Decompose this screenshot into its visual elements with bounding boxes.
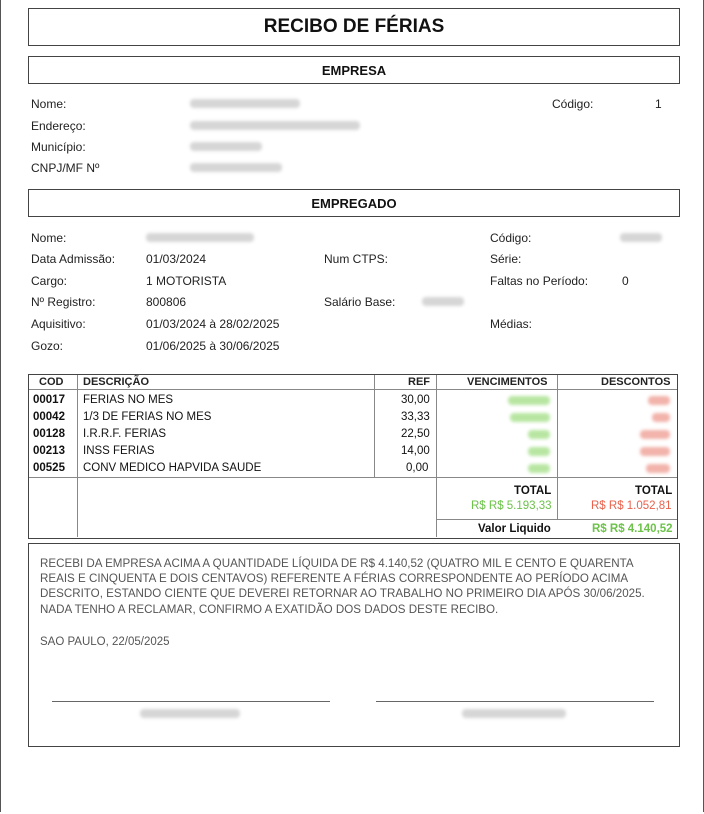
ctps-label: Num CTPS: (324, 252, 389, 266)
total-venc-label: TOTAL (514, 485, 552, 497)
empresa-municipio-label: Município: (31, 140, 86, 154)
row-1-venc-redacted (508, 396, 550, 405)
row-3-desc: I.R.R.F. FERIAS (83, 428, 167, 440)
row-1-desc-redacted (648, 396, 670, 405)
empresa-cnpj-label: CNPJ/MF Nº (31, 161, 100, 175)
row-5-venc-redacted (528, 464, 550, 473)
row-2-desc-redacted (652, 413, 670, 422)
empresa-nome-label: Nome: (31, 97, 67, 111)
aquisitivo-label: Aquisitivo: (31, 317, 86, 331)
valor-liquido-label: Valor Liquido (478, 523, 551, 535)
valor-liquido-value: R$ R$ 4.140,52 (592, 523, 673, 535)
cargo-label: Cargo: (31, 274, 68, 288)
row-5-ref: 0,00 (406, 462, 429, 474)
row-2-ref: 33,33 (401, 411, 430, 423)
row-3-venc-redacted (528, 430, 550, 439)
redacted-salario (422, 297, 464, 306)
col-header-vencimentos: VENCIMENTOS (467, 376, 548, 388)
admissao-value: 01/03/2024 (146, 252, 207, 266)
registro-label: Nº Registro: (31, 295, 96, 309)
redacted-signature-empregado (462, 709, 566, 718)
signature-line-empregado (376, 701, 654, 702)
row-4-desc-redacted (640, 447, 670, 456)
row-4-ref: 14,00 (401, 445, 430, 457)
aquisitivo-value: 01/03/2024 à 28/02/2025 (146, 317, 280, 331)
row-4-cod: 00213 (33, 445, 65, 457)
empresa-endereco-label: Endereço: (31, 119, 86, 133)
faltas-label: Faltas no Período: (490, 274, 589, 288)
medias-label: Médias: (490, 317, 533, 331)
empresa-header: EMPRESA (28, 56, 680, 84)
row-5-cod: 00525 (33, 462, 65, 474)
total-desc-label: TOTAL (635, 485, 673, 497)
empresa-codigo-label: Código: (552, 97, 594, 111)
gozo-value: 01/06/2025 à 30/06/2025 (146, 339, 280, 353)
redacted-signature-empresa (140, 709, 240, 718)
col-header-cod: COD (39, 376, 64, 388)
serie-label: Série: (490, 252, 522, 266)
row-2-cod: 00042 (33, 411, 65, 423)
col-divider-venc (557, 375, 558, 520)
row-5-desc: CONV MEDICO HAPVIDA SAUDE (83, 462, 262, 474)
empregado-nome-label: Nome: (31, 231, 67, 245)
redacted-empresa-nome (190, 99, 300, 108)
col-divider-cod (77, 375, 78, 537)
row-1-desc: FERIAS NO MES (83, 394, 174, 406)
gozo-label: Gozo: (31, 339, 64, 353)
total-descontos: R$ R$ 1.052,81 (591, 500, 672, 512)
col-header-descontos: DESCONTOS (601, 376, 671, 388)
total-vencimentos: R$ R$ 5.193,33 (471, 500, 552, 512)
table-header-divider (29, 389, 677, 390)
redacted-empresa-endereco (190, 121, 360, 130)
col-header-descricao: DESCRIÇÃO (83, 376, 150, 388)
row-3-desc-redacted (640, 430, 670, 439)
local-data: SAO PAULO, 22/05/2025 (40, 636, 170, 648)
cargo-value: 1 MOTORISTA (146, 274, 227, 288)
declaration-text: RECEBI DA EMPRESA ACIMA A QUANTIDADE LÍQUIDA DE R$ 4.140,52 (QUATRO MIL E CENTO E QUARENTA REAIS E CINQUENTA E DOIS CENTAVOS) REFERENTE A FÉRIAS CORRESPONDENTE AO PERÍODO ACIMA DESCRITO, ESTANDO CIENTE QUE DEVEREI RETORNAR AO TRABALHO NO PRIMEIRO DIA APÓS 30/06/2025. NADA TENHO A RECLAMAR, CONFIRMO A EXATIDÃO DOS DADOS DESTE RECIBO. (40, 557, 645, 616)
signature-line-empresa (52, 701, 330, 702)
redacted-empresa-cnpj (190, 163, 282, 172)
redacted-empregado-codigo (620, 233, 662, 242)
redacted-empregado-nome (146, 233, 254, 242)
col-divider-ref (436, 375, 437, 537)
row-4-desc: INSS FERIAS (83, 445, 155, 457)
admissao-label: Data Admissão: (31, 252, 116, 266)
faltas-value: 0 (622, 274, 629, 288)
empresa-codigo-value: 1 (655, 97, 662, 111)
liquido-divider (436, 519, 677, 520)
col-divider-desc (374, 375, 375, 477)
document-title: RECIBO DE FÉRIAS (28, 8, 680, 46)
empregado-codigo-label: Código: (490, 231, 532, 245)
col-header-ref: REF (408, 376, 430, 388)
row-2-desc: 1/3 DE FERIAS NO MES (83, 411, 212, 423)
row-3-cod: 00128 (33, 428, 65, 440)
registro-value: 800806 (146, 295, 187, 309)
redacted-empresa-municipio (190, 142, 262, 151)
row-1-cod: 00017 (33, 394, 65, 406)
row-4-venc-redacted (528, 447, 550, 456)
row-1-ref: 30,00 (401, 394, 430, 406)
empregado-header: EMPREGADO (28, 189, 680, 217)
table-body-divider (29, 477, 677, 478)
row-2-venc-redacted (510, 413, 550, 422)
salario-label: Salário Base: (324, 295, 396, 309)
row-3-ref: 22,50 (401, 428, 430, 440)
row-5-desc-redacted (646, 464, 670, 473)
